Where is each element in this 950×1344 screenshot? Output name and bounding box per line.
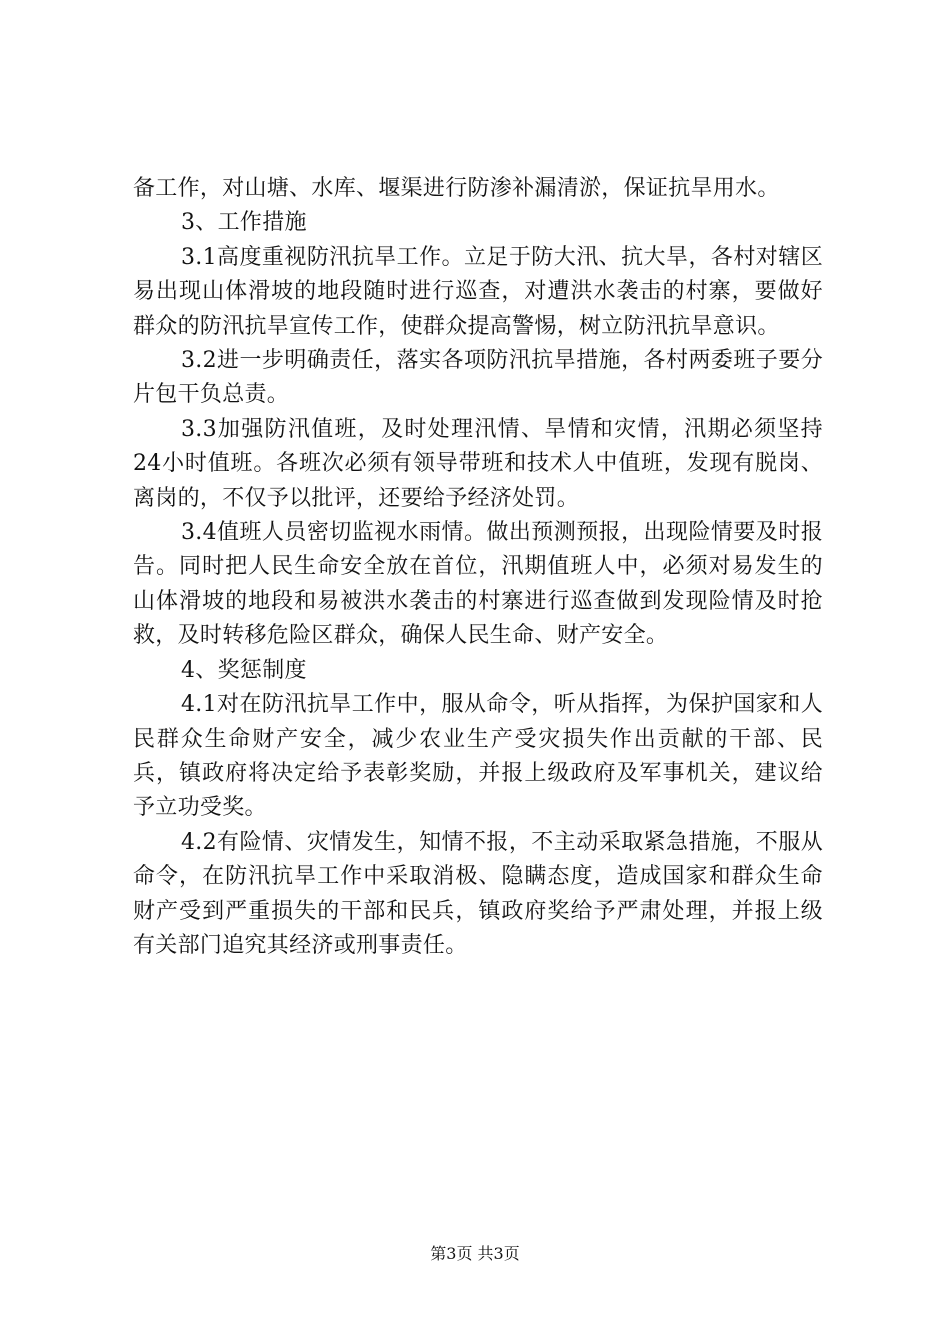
paragraph-3-2: 3.2进一步明确责任，落实各项防汛抗旱措施，各村两委班子要分片包干负总责。	[133, 348, 823, 408]
paragraph-3-3: 3.3加强防汛值班，及时处理汛情、旱情和灾情，汛期必须坚持24小时值班。各班次必须有领导带班和技术人中值班，发现有脱岗、离岗的，不仅予以批评，还要给予经济处罚。	[133, 416, 823, 511]
page-footer: 第3页 共3页	[430, 1244, 520, 1263]
section-heading-measures: 3、工作措施	[181, 210, 307, 236]
paragraph-4-2: 4.2有险情、灾情发生，知情不报，不主动采取紧急措施，不服从命令，在防汛抗旱工作中采取消极、隐瞒态度，造成国家和群众生命财产受到严重损失的干部和民兵，镇政府奖给予严肃处理，并报上级有关部门追究其经济或刑事责任。	[133, 829, 823, 958]
paragraph-3-1: 3.1高度重视防汛抗旱工作。立足于防大汛、抗大旱，各村对辖区易出现山体滑坡的地段随时进行巡查，对遭洪水袭击的村寨，要做好群众的防汛抗旱宣传工作，使群众提高警惕，树立防汛抗旱意识。	[133, 244, 823, 339]
document-body	[133, 172, 823, 963]
paragraph-continuation: 备工作，对山塘、水库、堰渠进行防渗补漏清淤，保证抗旱用水。	[133, 176, 780, 201]
paragraph-3-4: 3.4值班人员密切监视水雨情。做出预测预报，出现险情要及时报告。同时把人民生命安全放在首位，汛期值班人中，必须对易发生的山体滑坡的地段和易被洪水袭击的村寨进行巡查做到发现险情及时抢救，及时转移危险区群众，确保人民生命、财产安全。	[133, 520, 823, 649]
section-heading-rewards: 4、奖惩制度	[181, 657, 307, 683]
paragraph-4-1: 4.1对在防汛抗旱工作中，服从命令，听从指挥，为保护国家和人民群众生命财产安全，减少农业生产受灾损失作出贡献的干部、民兵，镇政府将决定给予表彰奖励，并报上级政府及军事机关，建议给予立功受奖。	[133, 692, 823, 821]
